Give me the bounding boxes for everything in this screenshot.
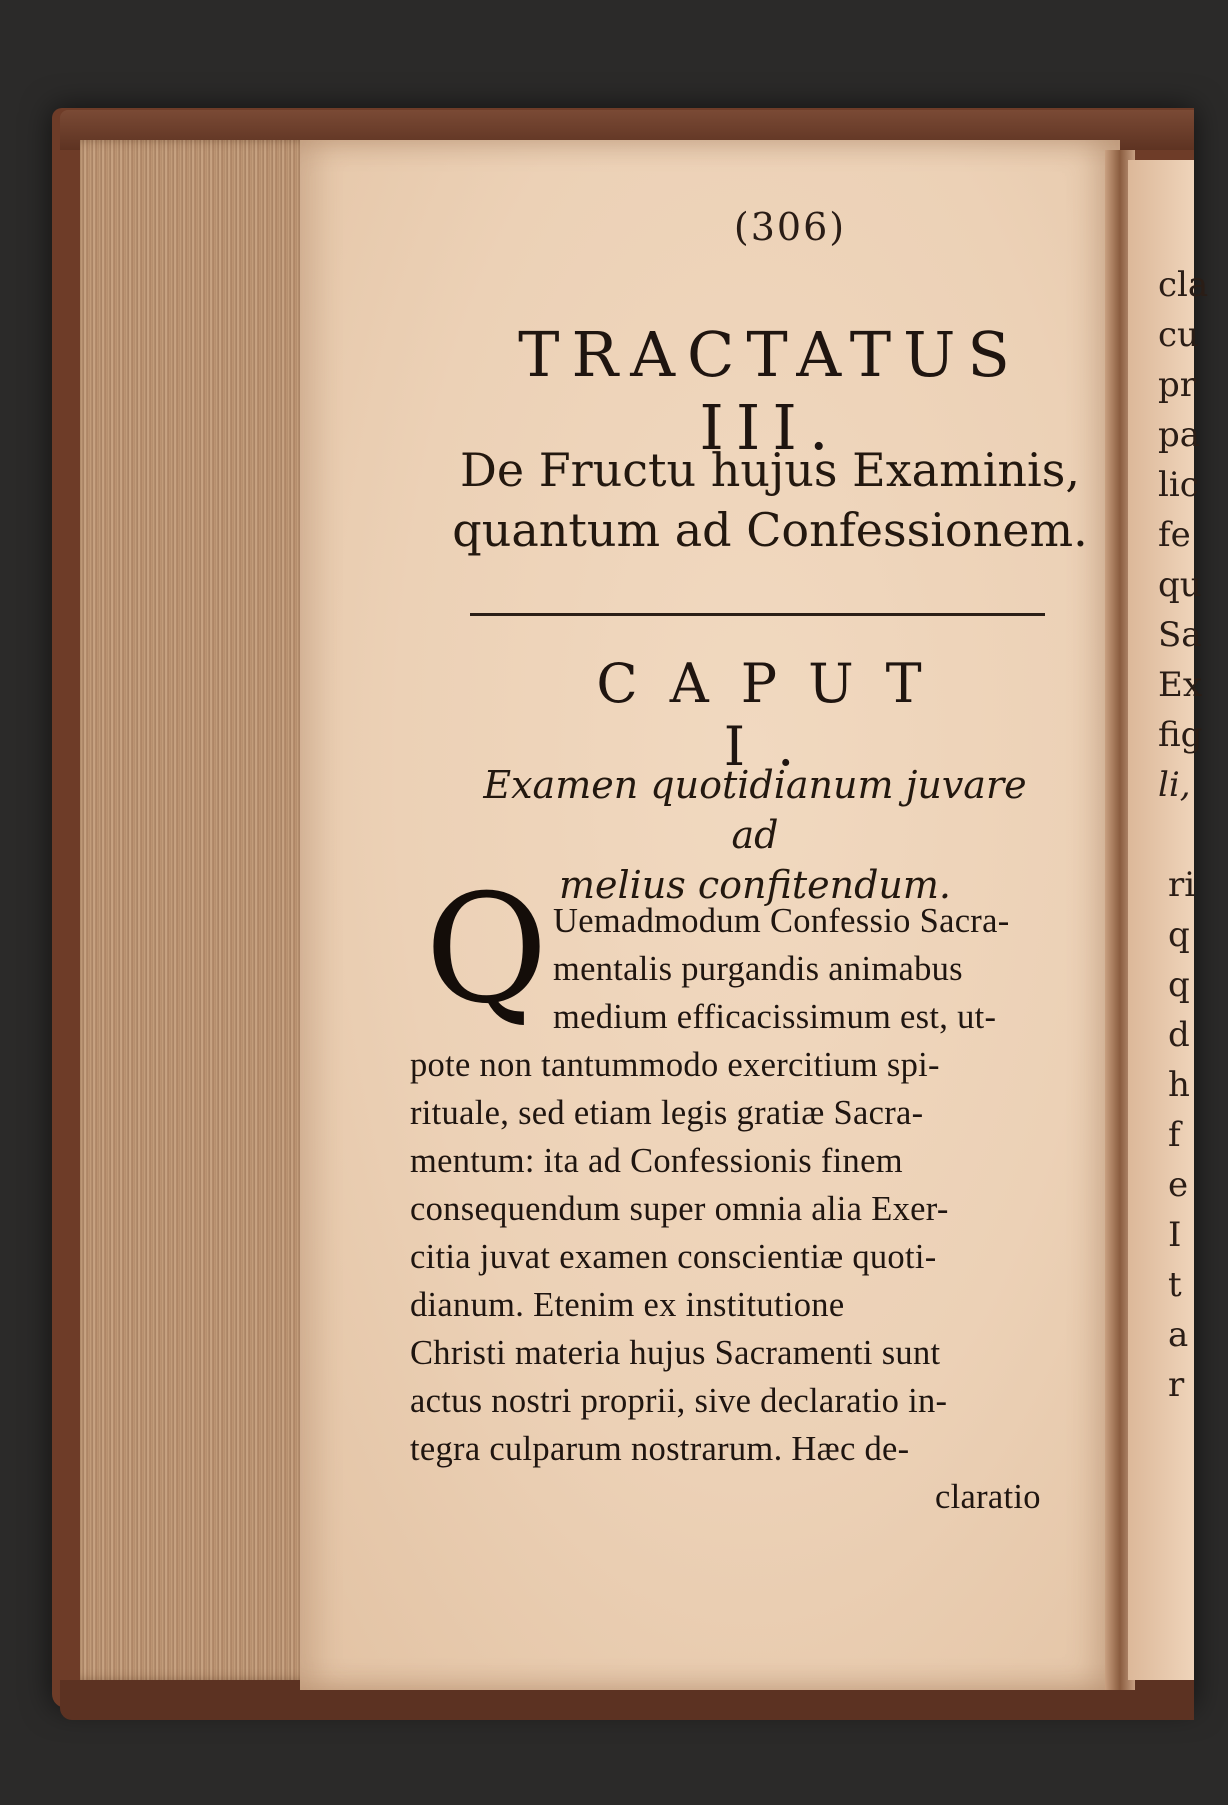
subtitle-line: quantum ad Confessionem. — [452, 503, 1088, 557]
body-line: consequendum super omnia alia Exer- — [410, 1190, 949, 1228]
facing-line: li, — [1158, 765, 1191, 805]
body-line: dianum. Etenim ex institutione — [410, 1286, 845, 1324]
facing-line: qu — [1158, 565, 1202, 605]
facing-line: pr — [1158, 365, 1197, 405]
summary-line: melius confitendum. — [558, 863, 951, 907]
summary-line: Examen quotidianum juvare ad — [483, 763, 1027, 857]
facing-line: Ex — [1158, 665, 1202, 705]
facing-line: d — [1168, 1015, 1190, 1055]
facing-line: fe — [1158, 515, 1191, 555]
page-number: (306) — [733, 205, 847, 249]
body-line: Uemadmodum Confessio Sacra- — [553, 902, 1010, 940]
facing-line: e — [1168, 1165, 1189, 1205]
tractatus-subtitle — [440, 440, 1100, 560]
facing-line: pa — [1158, 415, 1201, 455]
facing-line: q — [1168, 915, 1190, 955]
facing-line: Sa — [1158, 615, 1202, 655]
catchword: claratio — [935, 1478, 1041, 1516]
facing-line: f — [1168, 1115, 1181, 1155]
body-line: actus nostri proprii, sive declaratio in- — [410, 1382, 948, 1420]
chapter-summary — [470, 760, 1040, 910]
horizontal-rule — [470, 613, 1045, 616]
body-line: mentalis purgandis animabus — [553, 950, 963, 988]
body-line: Christi materia hujus Sacramenti sunt — [410, 1334, 941, 1372]
facing-line: t — [1168, 1265, 1182, 1305]
body-line: rituale, sed etiam legis gratiæ Sacra- — [410, 1094, 924, 1132]
drop-cap-initial: Q — [425, 863, 548, 1037]
tractatus-heading: TRACTATUS III. — [518, 318, 1022, 464]
facing-line: a — [1168, 1315, 1189, 1355]
facing-line: cu — [1158, 315, 1199, 355]
facing-line: lic — [1158, 465, 1199, 505]
body-line: citia juvat examen conscientiæ quoti- — [410, 1238, 937, 1276]
facing-line: h — [1168, 1065, 1190, 1105]
facing-line: ri — [1168, 865, 1196, 905]
facing-line: fig — [1158, 715, 1203, 755]
subtitle-line: De Fructu hujus Examinis, — [460, 443, 1080, 497]
facing-line: q — [1168, 965, 1190, 1005]
facing-line: r — [1168, 1365, 1185, 1405]
body-line: pote non tantummodo exercitium spi- — [410, 1046, 940, 1084]
body-line: medium efficacissimum est, ut- — [553, 998, 997, 1036]
right-facing-page — [1128, 160, 1209, 1680]
facing-line: cla — [1158, 265, 1209, 305]
body-line: tegra culparum nostrarum. Hæc de- — [410, 1430, 910, 1468]
body-line: mentum: ita ad Confessionis finem — [410, 1142, 903, 1180]
caput-heading: CAPUT I. — [596, 652, 954, 778]
facing-line: I — [1168, 1215, 1182, 1255]
